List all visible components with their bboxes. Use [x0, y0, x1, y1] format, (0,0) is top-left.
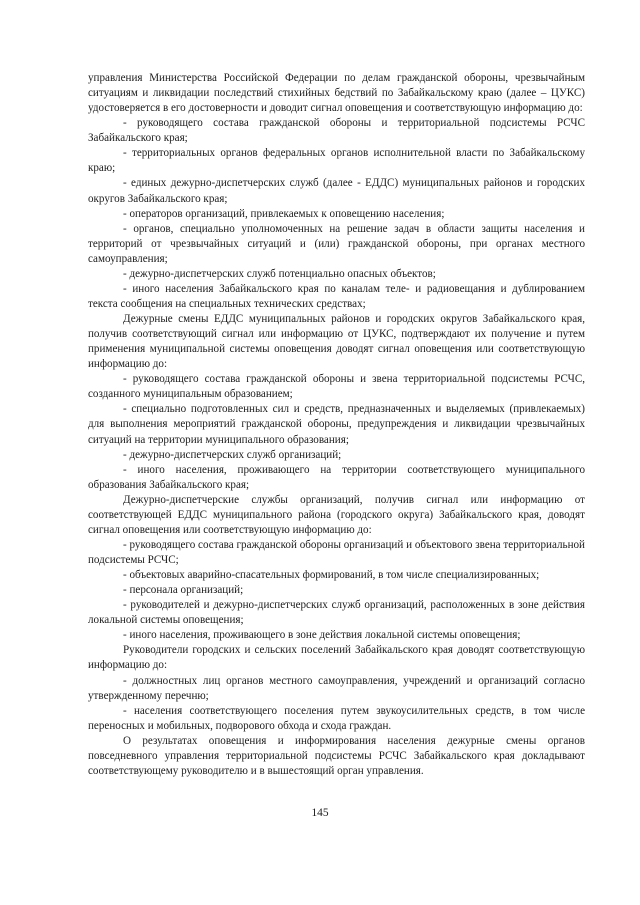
paragraph: - населения соответствующего поселения путем звукоусилительных средств, в том числе переносных и мобильных, подворового обхода и схода граждан.	[88, 704, 585, 732]
paragraph: - руководящего состава гражданской обороны организаций и объектового звена территориальной подсистемы РСЧС;	[88, 538, 585, 566]
paragraph: - персонала организаций;	[123, 584, 244, 597]
paragraph: - органов, специально уполномоченных на решение задач в области защиты населения и территорий от чрезвычайных ситуаций и (или) гражданской обороны, при органах местного самоуправления;	[88, 222, 585, 265]
paragraph: - дежурно-диспетчерских служб потенциально опасных объектов;	[123, 267, 436, 280]
paragraph: - руководителей и дежурно-диспетчерских служб организаций, расположенных в зоне действия локальной системы оповещения;	[88, 599, 585, 627]
paragraph: - руководящего состава гражданской обороны и территориальной подсистемы РСЧС Забайкальского края;	[88, 117, 585, 145]
page-number: 145	[311, 807, 329, 819]
paragraph: - должностных лиц органов местного самоуправления, учреждений и организаций согласно утвержденному перечню;	[88, 674, 585, 702]
paragraph: - специально подготовленных сил и средств, предназначенных и выделяемых (привлекаемых) для выполнения мероприятий гражданской обороны, предупреждения и ликвидации чрезвычайных ситуаций на территории муниципального образования;	[88, 403, 585, 446]
paragraph: - объектовых аварийно-спасательных формирований, в том числе специализированных;	[123, 569, 540, 582]
paragraph: - единых дежурно-диспетчерских служб (далее - ЕДДС) муниципальных районов и городских округов Забайкальского края;	[88, 177, 585, 205]
paragraph: Дежурно-диспетчерские службы организаций, получив сигнал или информацию от соответствующей ЕДДС муниципального района (городского округа) Забайкальского края, доводят сигнал оповещения или соответствующую информацию до:	[88, 493, 585, 536]
paragraph: - иного населения Забайкальского края по каналам теле- и радиовещания и дублированием текста сообщения на специальных технических средствах;	[88, 282, 585, 310]
paragraph: Руководители городских и сельских поселений Забайкальского края доводят соответствующую информацию до:	[88, 644, 585, 672]
paragraph: - иного населения, проживающего на территории соответствующего муниципального образования Забайкальского края;	[88, 463, 585, 491]
paragraph: - руководящего состава гражданской обороны и звена территориальной подсистемы РСЧС, созданного муниципальным образованием;	[88, 373, 585, 401]
paragraph: О результатах оповещения и информирования населения дежурные смены органов повседневного управления территориальной подсистемы РСЧС Забайкальского края докладывают соответствующему руководителю и в вышестоящий орган управления.	[88, 734, 585, 777]
paragraph: - операторов организаций, привлекаемых к оповещению населения;	[123, 207, 445, 220]
paragraph: - дежурно-диспетчерских служб организаций;	[123, 448, 342, 461]
paragraph: - иного населения, проживающего в зоне действия локальной системы оповещения;	[123, 629, 521, 642]
body-text	[88, 71, 585, 779]
paragraph: - территориальных органов федеральных органов исполнительной власти по Забайкальскому краю;	[88, 147, 585, 175]
paragraph: Дежурные смены ЕДДС муниципальных районов и городских округов Забайкальского края, получив соответствующий сигнал или информацию от ЦУКС, подтверждают их получение и путем применения муниципальной системы оповещения доводят сигнал оповещения или соответствующую информацию до:	[88, 313, 585, 371]
paragraph: управления Министерства Российской Федерации по делам гражданской обороны, чрезвычайным ситуациям и ликвидации последствий стихийных бедствий по Забайкальскому краю (далее – ЦУКС) удостоверяется в его достоверности и доводит сигнал оповещения и соответствующую информацию до:	[88, 72, 585, 115]
